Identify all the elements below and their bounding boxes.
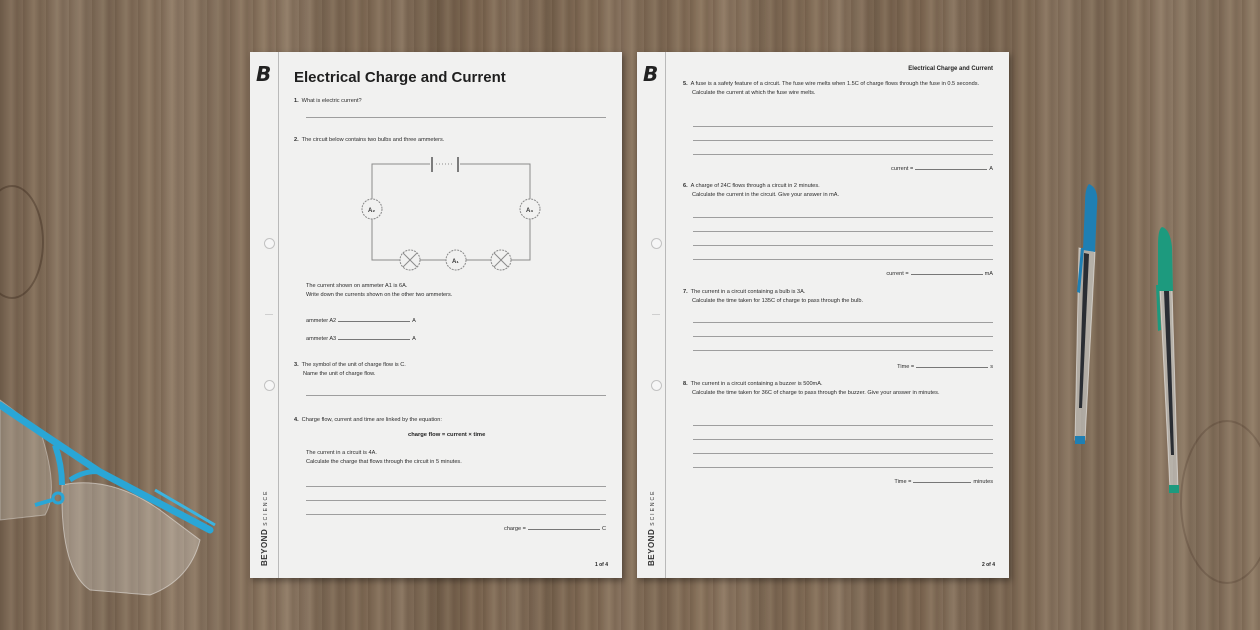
- fold-mark: [265, 314, 273, 315]
- question-6: 6. A charge of 24C flows through a circuit in 2 minutes. Calculate the current in the circuit. Give your answer in mA.: [683, 183, 840, 198]
- answer-line[interactable]: [693, 467, 993, 468]
- answer-line[interactable]: [693, 322, 993, 323]
- answer-line[interactable]: [693, 217, 993, 218]
- answer-time-s[interactable]: Time = s: [897, 364, 993, 370]
- question-7: 7. The current in a circuit containing a bulb is 3A. Calculate the time taken for 135C of charge to pass through the bulb.: [683, 289, 864, 304]
- question-1: 1. What is electric current?: [294, 98, 362, 104]
- worksheet-page-1: [250, 52, 622, 578]
- circuit-diagram: [350, 152, 540, 282]
- punch-hole: [651, 238, 662, 249]
- punch-hole: [651, 380, 662, 391]
- question-2-given: The current shown on ammeter A1 is 6A. Write down the currents shown on the other two ammeters.: [306, 283, 453, 298]
- answer-line[interactable]: [693, 425, 993, 426]
- ammeter-a2-label: A₂: [368, 208, 375, 214]
- question-5: 5. A fuse is a safety feature of a circuit. The fuse wire melts when 1.5C of charge flows through the fuse in 0.5 seconds. Calculate the current at which the fuse wire melts.: [683, 81, 980, 96]
- answer-line[interactable]: [693, 453, 993, 454]
- question-2: 2. The circuit below contains two bulbs and three ammeters.: [294, 137, 445, 143]
- question-4: 4. Charge flow, current and time are linked by the equation:: [294, 417, 442, 423]
- worksheet-title: Electrical Charge and Current: [294, 69, 506, 86]
- answer-line[interactable]: [306, 500, 606, 501]
- answer-line[interactable]: [306, 514, 606, 515]
- page-number: 1 of 4: [594, 562, 608, 568]
- brand-logo: B: [256, 62, 272, 86]
- answer-line[interactable]: [693, 231, 993, 232]
- answer-line[interactable]: [693, 336, 993, 337]
- margin-line: [665, 52, 666, 578]
- ammeter-a3-label: A₃: [526, 208, 534, 214]
- answer-line[interactable]: [693, 245, 993, 246]
- answer-line[interactable]: [693, 439, 993, 440]
- brand-logo: B: [643, 62, 659, 86]
- wood-knot: [0, 185, 44, 299]
- page-number: 2 of 4: [981, 562, 995, 568]
- answer-line[interactable]: [693, 350, 993, 351]
- answer-current-a[interactable]: current = A: [891, 166, 993, 172]
- answer-ammeter-a3[interactable]: ammeter A3 A: [306, 336, 416, 342]
- answer-line[interactable]: [693, 126, 993, 127]
- blue-ballpoint-pen: [1065, 178, 1105, 448]
- punch-hole: [264, 380, 275, 391]
- punch-hole: [264, 238, 275, 249]
- answer-line[interactable]: [693, 140, 993, 141]
- question-3: 3. The symbol of the unit of charge flow is C. Name the unit of charge flow.: [294, 362, 406, 377]
- answer-line[interactable]: [693, 154, 993, 155]
- answer-current-ma[interactable]: current = mA: [886, 271, 993, 277]
- brand-wordmark: BEYONDSCIENCE: [260, 489, 269, 566]
- green-ballpoint-pen: [1148, 225, 1188, 500]
- question-4-given: The current in a circuit is 4A. Calculate the charge that flows through the circuit in 5 minutes.: [306, 450, 462, 465]
- answer-line[interactable]: [693, 259, 993, 260]
- question-8: 8. The current in a circuit containing a buzzer is 500mA. Calculate the time taken for 36C of charge to pass through the buzzer. Give your answer in minutes.: [683, 381, 940, 396]
- brand-wordmark: BEYONDSCIENCE: [647, 489, 656, 566]
- safety-glasses: [0, 380, 240, 620]
- equation: charge flow = current × time: [408, 432, 486, 438]
- worksheet-page-2: [637, 52, 1009, 578]
- answer-ammeter-a2[interactable]: ammeter A2 A: [306, 318, 416, 324]
- running-head: Electrical Charge and Current: [908, 66, 993, 72]
- ammeter-a1-label: A₁: [452, 259, 459, 265]
- answer-charge[interactable]: charge = C: [504, 526, 606, 532]
- fold-mark: [652, 314, 660, 315]
- margin-line: [278, 52, 279, 578]
- answer-time-minutes[interactable]: Time = minutes: [894, 479, 993, 485]
- answer-line[interactable]: [306, 117, 606, 118]
- answer-line[interactable]: [306, 395, 606, 396]
- answer-line[interactable]: [306, 486, 606, 487]
- wood-knot: [1180, 420, 1260, 584]
